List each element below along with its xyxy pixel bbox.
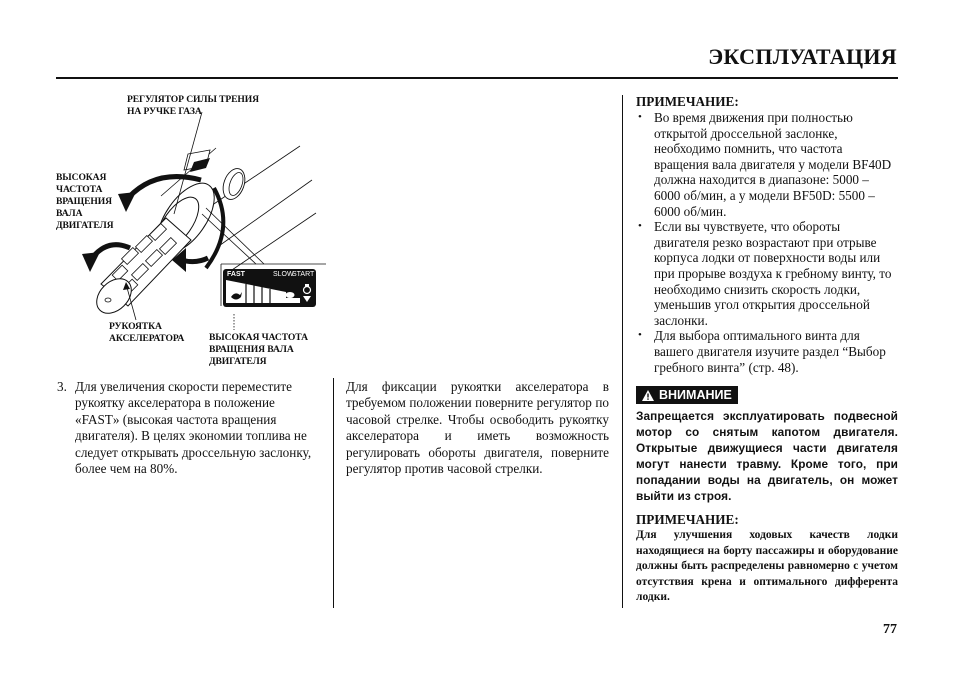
turtle-icon bbox=[286, 293, 298, 299]
step-number: 3. bbox=[57, 379, 67, 394]
speed-scale bbox=[226, 280, 314, 304]
warning-label: ВНИМАНИЕ bbox=[659, 388, 732, 402]
header-divider bbox=[56, 77, 898, 79]
page-title: ЭКСПЛУАТАЦИЯ bbox=[708, 44, 897, 69]
note-title-2: ПРИМЕЧАНИЕ: bbox=[636, 512, 739, 527]
throttle-grip-label: РУКОЯТКА АКСЕЛЕРАТОРА bbox=[109, 321, 185, 344]
warning-triangle-icon bbox=[642, 390, 654, 401]
slow-label: SLOW bbox=[273, 271, 294, 278]
step-text: Для увеличения скорости переместите рукоятку акселератора в положение «FAST» (высокая частота вращения двигателя). В целях экономии топлива не следует открывать дроссельную заслонку, более чем на 80%. bbox=[75, 379, 312, 477]
note-bullet: • Во время движения при полностью открытой дроссельной заслонке, необходимо помнить, что частота вращения вала двигателя у модели BF40D должна находится в диапазоне: 5000 – 6000 об/мин, а у модели BF50D: 5500 – 6000 об/мин. bbox=[636, 110, 898, 219]
note-section-2 bbox=[636, 512, 898, 606]
note-title: ПРИМЕЧАНИЕ: bbox=[636, 94, 739, 109]
page-number: 77 bbox=[883, 622, 897, 637]
friction-regulator-label: РЕГУЛЯТОР СИЛЫ ТРЕНИЯ НА РУЧКЕ ГАЗА bbox=[127, 94, 259, 117]
fast-label: FAST bbox=[227, 271, 245, 278]
high-rpm-label-bottom: ВЫСОКАЯ ЧАСТОТА ВРАЩЕНИЯ ВАЛА ДВИГАТЕЛЯ bbox=[209, 332, 308, 367]
engine-start-icon bbox=[304, 284, 311, 294]
note-bullet: • Для выбора оптимального винта для вашего двигателя изучите раздел “Выбор гребного винта” (стр. 48). bbox=[636, 328, 898, 375]
step-3 bbox=[57, 379, 319, 477]
throttle-indicator-plate bbox=[223, 269, 316, 307]
note-bullet: • Если вы чувствуете, что обороты двигателя резко возрастают при отрыве корпуса лодки от поверхности воды или при прорыве воздуха к гребному винту, то необходимо снизить скорость лодки, уменьшив угол открытия дроссельной заслонки. bbox=[636, 219, 898, 328]
start-label: START bbox=[292, 271, 315, 278]
friction-instructions: Для фиксации рукоятки акселератора в требуемом положении поверните регулятор по часовой стрелке. Чтобы освободить рукоятку акселератора и иметь возможность регулировать обороты двигателя, поверните регулятор против часовой стрелки. bbox=[346, 379, 609, 477]
warning-badge bbox=[636, 386, 738, 404]
note-text-2: Для улучшения ходовых качеств лодки находящиеся на борту пассажиры и оборудование должны быть распределены равномерно с учетом отсутствия крена и оптимального дифферента лодки. bbox=[636, 529, 898, 604]
warning-section bbox=[636, 386, 898, 504]
note-section-1 bbox=[636, 94, 898, 375]
triangle-down-icon bbox=[303, 296, 311, 302]
warning-text: Запрещается эксплуатировать подвесной мотор со снятым капотом двигателя. Открытые движущиеся части двигателя могут нанести травму. Кроме того, при попадании воды на двигатель, он может выйти из строя. bbox=[636, 408, 898, 503]
column-divider-left bbox=[333, 378, 334, 608]
throttle-figure bbox=[56, 88, 326, 370]
note-bullet-list bbox=[636, 110, 898, 375]
column-divider-right bbox=[622, 95, 623, 608]
high-rpm-label-left: ВЫСОКАЯ ЧАСТОТА ВРАЩЕНИЯ ВАЛА ДВИГАТЕЛЯ bbox=[56, 172, 114, 231]
